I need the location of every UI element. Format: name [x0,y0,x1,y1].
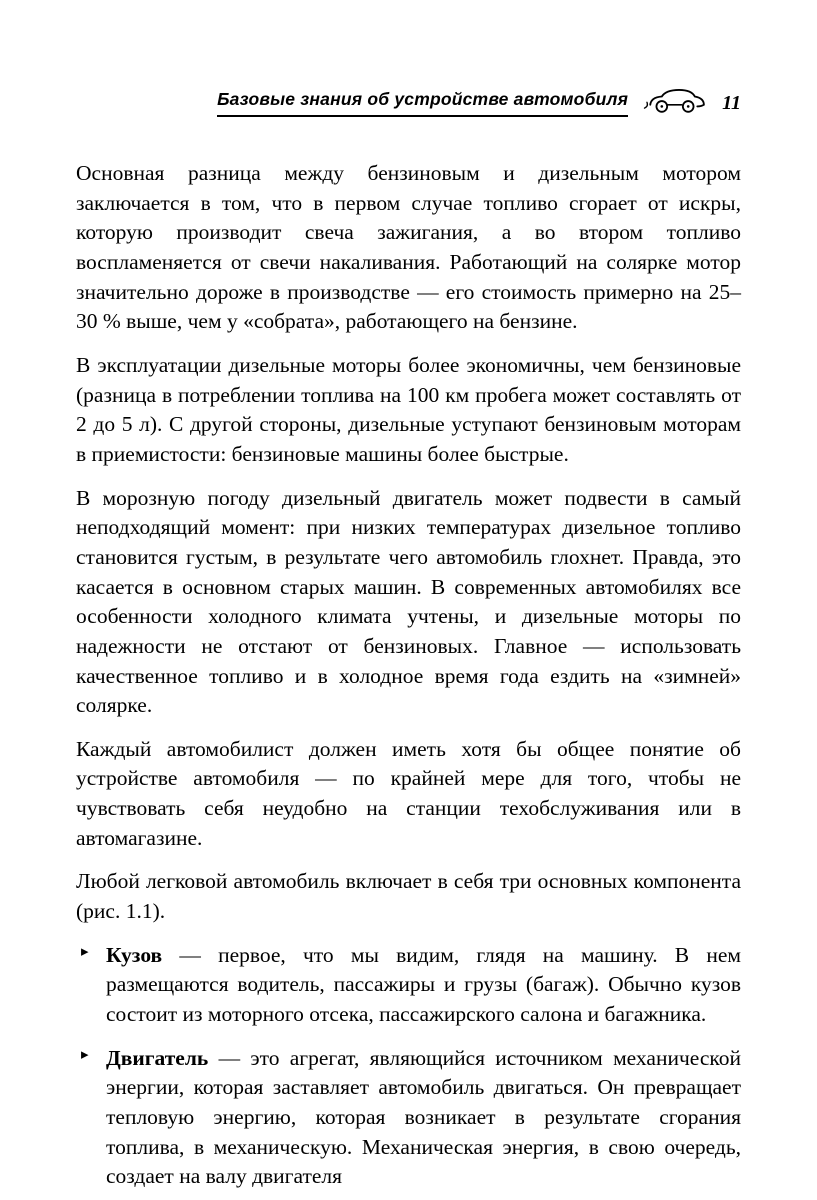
paragraph-economy: В эксплуатации дизельные моторы более экономичны, чем бензиновые (разница в потреблении топлива на 100 км пробега может составлять от 2 до 5 л). С другой стороны, дизельные уступают бензиновым моторам в приемистости: бензиновые машины более быстрые. [76,352,741,466]
triangle-bullet-icon: ▸ [81,943,89,960]
component-list [76,941,741,1192]
paragraph-basic-knowledge: Каждый автомобилист должен иметь хотя бы общее понятие об устройстве автомобиля — по крайней мере для того, чтобы не чувствовать себя неудобно на станции техобслуживания или в автомагазине. [76,736,741,850]
list-item-text: — первое, что мы видим, глядя на машину. В нем размещаются водитель, пассажиры и грузы (багаж). Обычно кузов состоит из моторного отсека, пассажирского салона и багажника. [106,942,741,1027]
list-item-text: — это агрегат, являющийся источником механической энергии, которая заставляет автомобиль двигаться. Он превращает тепловую энергию, которая возникает в результате сгорания топлива, в механическую. Механическая энергия, в свою очередь, создает на валу двигателя [106,1045,741,1189]
paragraph-cold-weather: В морозную погоду дизельный двигатель может подвести в самый неподходящий момент: при низких температурах дизельное топливо становится густым, в результате чего автомобиль глохнет. Правда, это касается в основном старых машин. В современных автомобилях все особенности холодного климата учтены, и дизельные моторы по надежности не отстают от бензиновых. Главное — использовать качественное топливо и в холодное время года ездить на «зимней» солярке. [76,485,741,718]
paragraph-diesel-vs-petrol: Основная разница между бензиновым и дизельным мотором заключается в том, что в первом случае топливо сгорает от искры, которую производит свеча зажигания, а во втором топливо воспламеняется от свечи накаливания. Работающий на солярке мотор значительно дороже в производстве — его стоимость примерно на 25–30 % выше, чем у «собрата», работающего на бензине. [76,161,741,334]
list-item-lead: Кузов [106,942,163,967]
running-head-title: Базовые знания об устройстве автомобиля [217,89,628,117]
list-item-lead: Двигатель [106,1045,209,1070]
car-doodle-icon [642,82,708,121]
page-header [76,78,741,117]
list-item-engine [76,1044,741,1192]
triangle-bullet-icon: ▸ [81,1046,89,1063]
list-item-body [76,941,741,1030]
page-number: 11 [722,92,741,114]
page-body [76,159,741,1192]
paragraph-three-components: Любой легковой автомобиль включает в себя три основных компонента (рис. 1.1). [76,869,741,924]
